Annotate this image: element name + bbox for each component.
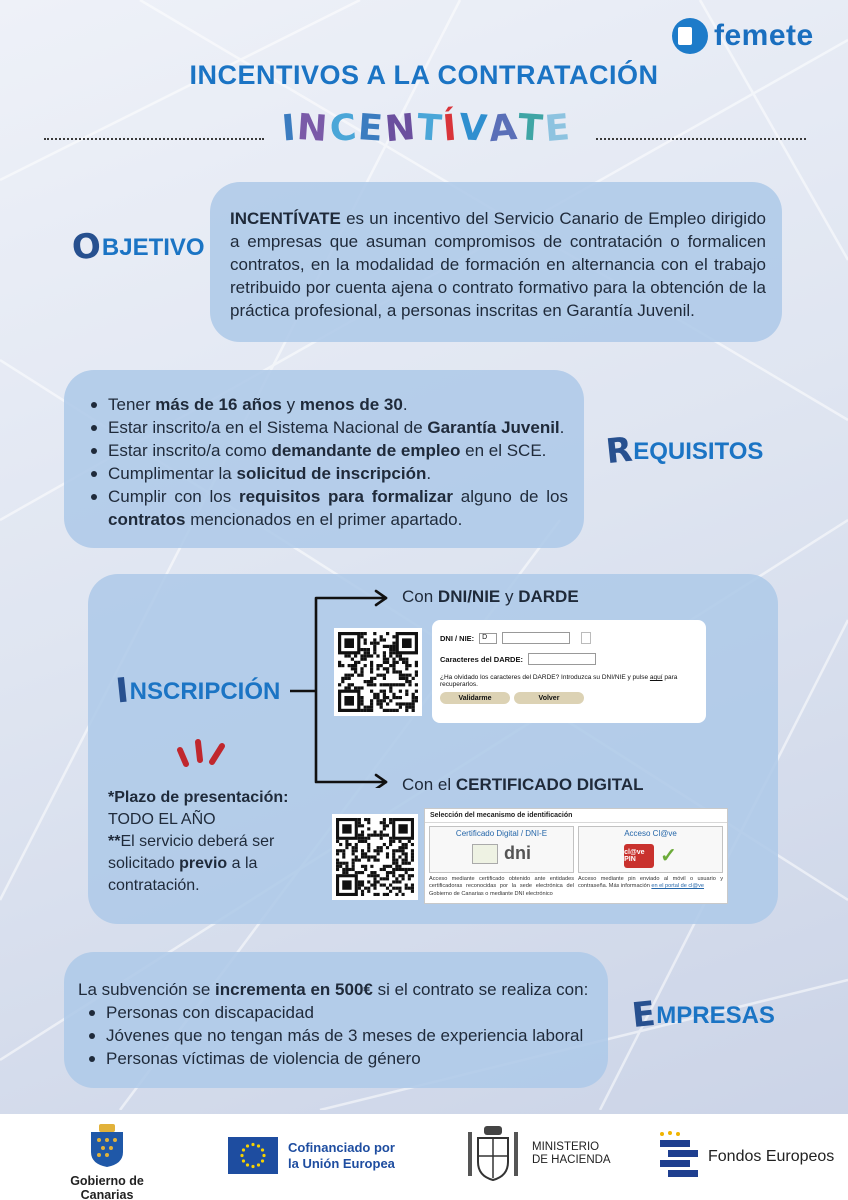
objetivo-text-body: es un incentivo del Servicio Canario de Empleo dirigido a empresas que asuman compromisos de contratación o formalicen contratos, en la modalidad de formación en alternancia con el trabajo retribuido por cuenta ajena o contrato formativo para la obtención de la práctica profesional, a personas inscritas en Garantía Juvenil. xyxy=(230,209,766,320)
plazo-note xyxy=(108,787,318,897)
plazo-1-run-0: TODO EL AÑO xyxy=(108,811,216,828)
requisito-0-run-3: menos de 30 xyxy=(299,395,403,414)
fondos-europeos-mark-icon xyxy=(656,1130,702,1184)
objetivo-heading-rest: BJETIVO xyxy=(101,234,205,261)
option-a-run-2: y xyxy=(500,587,519,606)
empresas-intro-run-2: si el contrato se realiza con: xyxy=(372,980,589,999)
incentivate-wordmark xyxy=(282,108,572,149)
plazo-2-run-0: ** xyxy=(108,833,121,850)
plazo-0-run-0: *Plazo de presentación: xyxy=(108,789,289,806)
clave-option[interactable] xyxy=(578,826,723,898)
eu-flag-icon xyxy=(228,1137,278,1174)
clave-portal-link[interactable]: en el portal de cl@ve xyxy=(651,883,705,890)
wordmark-letter: N xyxy=(296,106,331,151)
requisito-1-run-1: Garantía Juvenil xyxy=(427,418,560,437)
dni-field-label: DNI / NIE: xyxy=(440,633,475,643)
plazo-line xyxy=(108,831,318,897)
empresas-list xyxy=(84,1001,604,1070)
requisito-item xyxy=(86,393,568,416)
dotted-divider-right xyxy=(596,138,806,140)
dnie-logo-icon: dni xyxy=(504,843,531,863)
requisito-1-run-2: . xyxy=(559,418,565,437)
plazo-line xyxy=(108,787,318,809)
requisitos-list xyxy=(86,393,568,531)
requisito-0-run-1: más de 16 años xyxy=(155,395,282,414)
eu-cofinanced-logo xyxy=(228,1137,395,1174)
eu-text-line1: Cofinanciado por xyxy=(288,1139,395,1155)
requisito-4-run-0: Cumplir con los xyxy=(108,487,240,506)
option-b-run-1: CERTIFICADO DIGITAL xyxy=(455,775,644,794)
plazo-line xyxy=(108,809,318,831)
certificate-card-icon xyxy=(472,844,498,864)
inscripcion-heading xyxy=(113,670,281,712)
option-certificado-label xyxy=(402,773,644,796)
certificate-option[interactable] xyxy=(429,826,574,898)
darde-recovery-note xyxy=(440,674,696,688)
dotted-divider-left xyxy=(44,138,264,140)
requisito-3-run-2: . xyxy=(426,464,432,483)
requisito-0-run-4: . xyxy=(402,395,408,414)
wordmark-letter: T xyxy=(517,107,547,150)
empresas-heading xyxy=(629,993,775,1037)
inscripcion-heading-initial: I xyxy=(113,670,131,712)
qr-code-certificado-icon[interactable] xyxy=(332,814,418,900)
gobierno-canarias-logo xyxy=(46,1122,168,1200)
page-title: INCENTIVOS A LA CONTRATACIÓN xyxy=(189,60,659,90)
requisitos-heading-initial: R xyxy=(603,429,635,473)
wordmark-letter: A xyxy=(486,106,521,151)
darde-note-text: ¿Ha olvidado los caracteres del DARDE? Introduzca su DNI/NIE y pulse xyxy=(440,674,650,681)
empresas-intro xyxy=(78,978,598,1001)
clave-pin-logo-icon: cl@ve PIN xyxy=(624,844,654,868)
darde-field-label: Caracteres del DARDE: xyxy=(440,654,523,664)
clave-option-title: Acceso Cl@ve xyxy=(624,829,677,838)
femete-logo-text: femete xyxy=(714,19,814,52)
identification-method-preview xyxy=(424,808,728,904)
darde-input[interactable] xyxy=(528,653,596,665)
canarias-shield-icon xyxy=(87,1122,127,1168)
empresas-heading-rest: MPRESAS xyxy=(656,1002,775,1029)
dni-type-select[interactable]: D xyxy=(479,633,497,644)
darde-form-preview xyxy=(432,620,706,723)
option-a-run-3: DARDE xyxy=(518,587,579,606)
wordmark-letter: I xyxy=(280,107,300,150)
checkmark-icon: ✓ xyxy=(660,845,677,867)
fondos-europeos-logo xyxy=(656,1130,834,1184)
option-a-run-1: DNI/NIE xyxy=(437,587,501,606)
requisitos-heading xyxy=(603,429,764,473)
empresas-intro-run-1: incrementa en 500€ xyxy=(215,980,373,999)
ministerio-hacienda-logo xyxy=(462,1124,611,1184)
requisito-4-run-2: alguno de los xyxy=(452,487,568,506)
requisito-4-run-4: mencionados en el primer apartado. xyxy=(185,510,463,529)
certificate-option-title: Certificado Digital / DNI-E xyxy=(455,829,548,838)
wordmark-letter: N xyxy=(382,106,419,151)
dni-check-box[interactable] xyxy=(581,632,591,644)
wordmark-letter: E xyxy=(356,107,386,150)
validate-button[interactable]: Validarme xyxy=(440,692,510,704)
requisito-3-run-0: Cumplimentar la xyxy=(108,464,237,483)
plazo-2-run-2: previo xyxy=(179,855,228,872)
femete-logo xyxy=(672,18,814,54)
requisito-2-run-2: en el SCE. xyxy=(460,441,547,460)
requisito-item xyxy=(86,439,568,462)
back-button[interactable]: Volver xyxy=(514,692,584,704)
certificate-option-description: Acceso mediante certificado obtenido ante entidades certificadoras reconocidas por la sede electrónica del Gobierno de Canarias o mediante DNI electrónico xyxy=(429,876,574,897)
plazo-2-run-1: El servicio deberá ser solicitado xyxy=(108,833,275,872)
requisito-item xyxy=(86,485,568,531)
requisito-3-run-1: solicitud de inscripción xyxy=(236,464,427,483)
wordmark-letter: T xyxy=(415,107,445,150)
requisitos-heading-rest: EQUISITOS xyxy=(633,438,764,465)
requisito-4-run-3: contratos xyxy=(108,510,186,529)
empresa-item: Personas víctimas de violencia de género xyxy=(84,1047,604,1070)
requisito-2-run-1: demandante de empleo xyxy=(271,441,461,460)
empresas-heading-initial: E xyxy=(629,993,658,1037)
ministry-text-line2: DE HACIENDA xyxy=(532,1154,611,1166)
requisito-0-run-2: y xyxy=(281,395,300,414)
option-b-run-0: Con el xyxy=(402,775,456,794)
empresa-item: Jóvenes que no tengan más de 3 meses de experiencia laboral xyxy=(84,1024,604,1047)
clave-desc-text: Acceso mediante pin enviado al móvil o usuario y contraseña. Más información xyxy=(578,876,723,890)
dni-input[interactable] xyxy=(502,632,570,644)
wordmark-letter: Í xyxy=(441,107,461,150)
requisito-2-run-0: Estar inscrito/a como xyxy=(108,441,272,460)
requisito-1-run-0: Estar inscrito/a en el Sistema Nacional de xyxy=(108,418,428,437)
wordmark-letter: C xyxy=(327,106,360,151)
spain-coat-of-arms-icon xyxy=(462,1124,524,1184)
attention-burst-icon xyxy=(172,738,232,770)
inscripcion-heading-rest: NSCRIPCIÓN xyxy=(129,678,281,705)
eu-text-line2: la Unión Europea xyxy=(288,1155,395,1171)
objetivo-heading xyxy=(69,225,205,269)
empresa-item: Personas con discapacidad xyxy=(84,1001,604,1024)
requisito-item xyxy=(86,416,568,439)
empresas-intro-run-0: La subvención se xyxy=(78,980,216,999)
wordmark-letter: E xyxy=(543,106,574,151)
fondos-text: Fondos Europeos xyxy=(708,1148,835,1165)
option-dni-darde-label xyxy=(402,585,579,608)
plazo-2-run-3: a la contratación. xyxy=(108,855,258,894)
darde-note-end: para recuperarlos. xyxy=(440,674,678,688)
option-a-run-0: Con xyxy=(402,587,438,606)
wordmark-letter: V xyxy=(457,107,490,150)
objetivo-text xyxy=(230,207,766,322)
clave-option-description xyxy=(578,876,723,891)
requisito-item xyxy=(86,462,568,485)
darde-recovery-link[interactable]: aquí xyxy=(649,674,663,681)
canarias-logo-text: Gobierno de Canarias xyxy=(70,1174,144,1200)
femete-logo-mark xyxy=(672,18,708,54)
qr-code-dni-darde-icon[interactable] xyxy=(334,628,422,716)
requisito-4-run-1: requisitos para formalizar xyxy=(239,487,453,506)
requisito-0-run-0: Tener xyxy=(108,395,156,414)
objetivo-heading-initial: O xyxy=(69,225,103,269)
objetivo-text-bold: INCENTÍVATE xyxy=(230,209,341,228)
identification-title: Selección del mecanismo de identificación xyxy=(425,809,727,823)
ministry-text-line1: MINISTERIO xyxy=(532,1141,600,1153)
